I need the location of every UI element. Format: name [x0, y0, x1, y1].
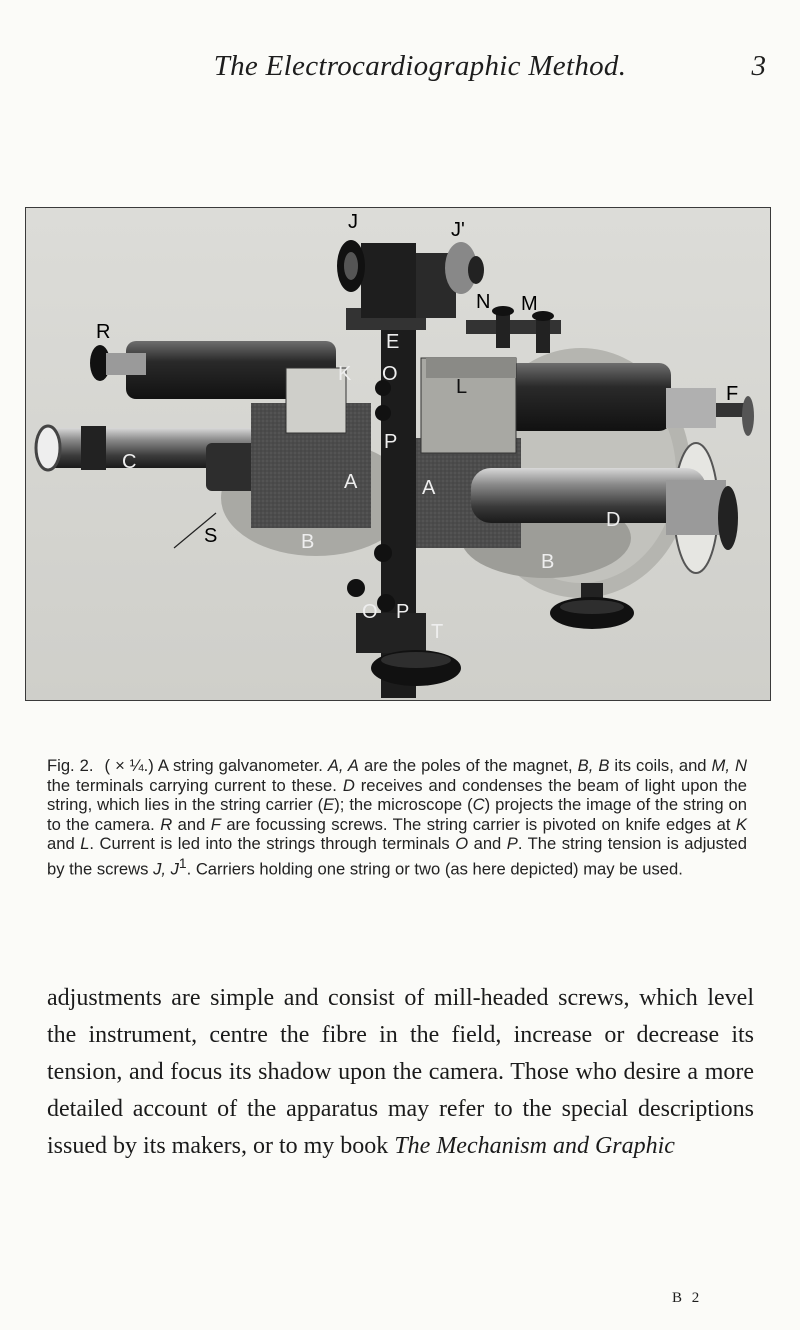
figure-caption	[47, 756, 747, 879]
caption-ref: L	[80, 834, 90, 853]
label-B-left: B	[301, 531, 315, 553]
body-paragraph	[47, 980, 754, 1165]
caption-text: are the poles of the magnet,	[358, 756, 578, 775]
caption-text: its coils, and	[609, 756, 712, 775]
label-N: N	[476, 291, 491, 313]
label-B-right: B	[541, 551, 555, 573]
caption-ref: E	[323, 795, 335, 814]
caption-magnification: ( × ¼.)	[104, 756, 154, 775]
figure-label: Fig. 2.	[47, 756, 94, 775]
caption-text: . Carriers holding one string or two (as here depicted) may be used.	[186, 859, 683, 879]
running-title: The Electrocardiographic Method.	[213, 50, 627, 82]
label-C: C	[122, 451, 137, 473]
caption-text: . Current is led into the strings through terminals	[89, 834, 456, 853]
label-A-right: A	[422, 477, 436, 499]
caption-ref: K	[735, 814, 747, 834]
label-A-left: A	[344, 471, 358, 493]
caption-ref: O	[455, 834, 469, 853]
label-S: S	[204, 525, 218, 547]
label-L: L	[456, 376, 468, 398]
label-J: J	[348, 211, 358, 233]
label-O-bottom: O	[362, 601, 378, 623]
caption-ref: D	[342, 775, 355, 795]
book-title: The Mechanism and Graphic	[394, 1133, 675, 1159]
caption-text: ) projects the image of the string on to the camera.	[47, 795, 748, 834]
caption-ref: M, N	[711, 756, 747, 775]
caption-text: . The string tension is adjusted by the screws	[47, 834, 748, 879]
caption-ref: F	[210, 814, 221, 834]
label-D: D	[606, 509, 621, 531]
caption-text: receives and condenses the beam of light upon the string, which lies in the string carrier (	[47, 775, 747, 814]
label-M: M	[521, 293, 538, 315]
caption-text: A string galvanometer.	[157, 756, 328, 775]
signature-mark: B 2	[672, 1290, 703, 1306]
caption-ref: P	[506, 834, 518, 853]
caption-text: and	[468, 834, 507, 853]
page-header	[0, 48, 800, 88]
label-J1: J'	[451, 219, 465, 241]
label-P-top: P	[384, 431, 398, 453]
caption-text: and	[47, 834, 81, 853]
caption-ref: C	[472, 795, 485, 814]
label-R: R	[96, 321, 111, 343]
caption-ref: A, A	[327, 756, 359, 775]
label-F: F	[726, 383, 739, 405]
label-E: E	[386, 331, 400, 353]
galvanometer-photograph	[25, 207, 771, 701]
caption-text: ); the microscope (	[334, 795, 473, 814]
label-P-bottom: P	[396, 601, 410, 623]
caption-ref: R	[160, 814, 173, 834]
caption-text: the terminals carrying current to these.	[47, 775, 343, 795]
label-K: K	[338, 363, 352, 385]
caption-ref: J, J	[153, 859, 179, 879]
caption-superscript: 1	[178, 854, 187, 871]
label-T: T	[431, 621, 444, 643]
body-text: adjustments are simple and consist of mill-headed screws, which level the instrument, centre the fibre in the field, increase or decrease its tension, and focus its shadow upon the camera. Those who desire a more detailed account of the apparatus may refer to the special descriptions issued by its makers, or to my book	[47, 985, 754, 1159]
label-O-top: O	[382, 363, 398, 385]
caption-text: and	[172, 814, 211, 834]
page-number: 3	[751, 50, 766, 82]
caption-text: are focussing screws. The string carrier is pivoted on knife edges at	[220, 814, 736, 834]
caption-ref: B, B	[577, 756, 610, 775]
